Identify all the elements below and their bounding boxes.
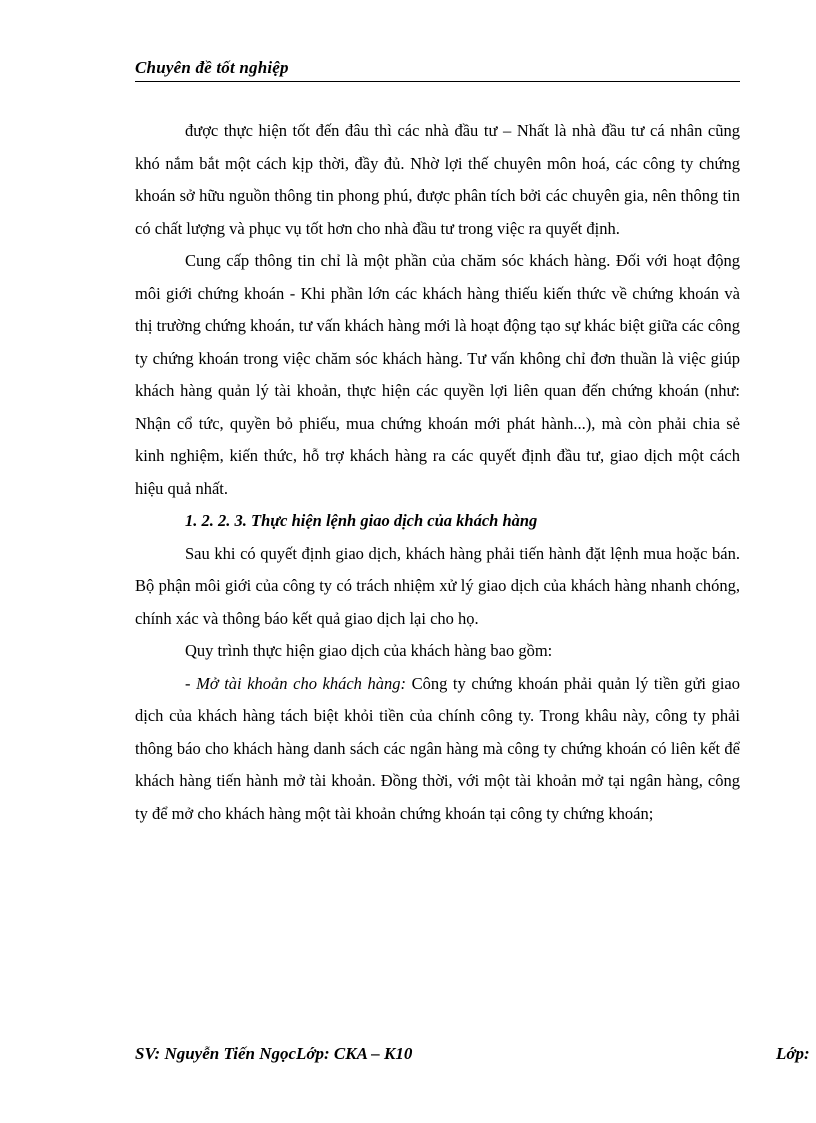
page-header (135, 58, 740, 82)
paragraph-2: Cung cấp thông tin chỉ là một phần của chăm sóc khách hàng. Đối với hoạt động môi giới chứng khoán - Khi phần lớn các khách hàng thiếu kiến thức về chứng khoán và thị trường chứng khoán, tư vấn khách hàng mới là hoạt động tạo sự khác biệt giữa các công ty chứng khoán trong việc chăm sóc khách hàng. Tư vấn không chỉ đơn thuần là việc giúp khách hàng quản lý tài khoản, thực hiện các quyền lợi liên quan đến chứng khoán (như: Nhận cổ tức, quyền bỏ phiếu, mua chứng khoán mới phát hành...), mà còn phải chia sẻ kinh nghiệm, kiến thức, hỗ trợ khách hàng ra các quyết định đầu tư, giao dịch một cách hiệu quả nhất. (135, 251, 740, 498)
paragraph-5 (135, 668, 740, 831)
document-body (135, 115, 740, 830)
section-heading: 1. 2. 2. 3. Thực hiện lệnh giao dịch của khách hàng (185, 511, 538, 530)
footer-student-info: SV: Nguyễn Tiến NgọcLớp: CKA – K10 (135, 1044, 413, 1063)
footer-class-label: Lớp: (776, 1044, 810, 1063)
paragraph-4: Quy trình thực hiện giao dịch của khách hàng bao gồm: (185, 641, 553, 660)
header-title: Chuyên đề tốt nghiệp (135, 58, 289, 77)
paragraph-3: Sau khi có quyết định giao dịch, khách hàng phải tiến hành đặt lệnh mua hoặc bán. Bộ phận môi giới của công ty có trách nhiệm xử lý giao dịch của khách hàng nhanh chóng, chính xác và thông báo kết quả giao dịch lại cho họ. (135, 543, 740, 628)
paragraph-1: được thực hiện tốt đến đâu thì các nhà đầu tư – Nhất là nhà đầu tư cá nhân cũng khó nắm bắt một cách kịp thời, đầy đủ. Nhờ lợi thế chuyên môn hoá, các công ty chứng khoán sở hữu nguồn thông tin phong phú, được phân tích bởi các chuyên gia, nên thông tin có chất lượng và phục vụ tốt hơn cho nhà đầu tư trong việc ra quyết định. (135, 121, 740, 238)
paragraph-5-lead: - Mở tài khoản cho khách hàng: (185, 673, 406, 693)
paragraph-5-text: Công ty chứng khoán phải quản lý tiền gửi giao dịch của khách hàng tách biệt khỏi tiền của chính công ty. Trong khâu này, công ty phải thông báo cho khách hàng danh sách các ngân hàng mà công ty chứng khoán có liên kết để khách hàng tiến hành mở tài khoản. Đồng thời, với một tài khoản mở tại ngân hàng, công ty để mở cho khách hàng một tài khoản chứng khoán tại công ty chứng khoán; (135, 673, 740, 823)
